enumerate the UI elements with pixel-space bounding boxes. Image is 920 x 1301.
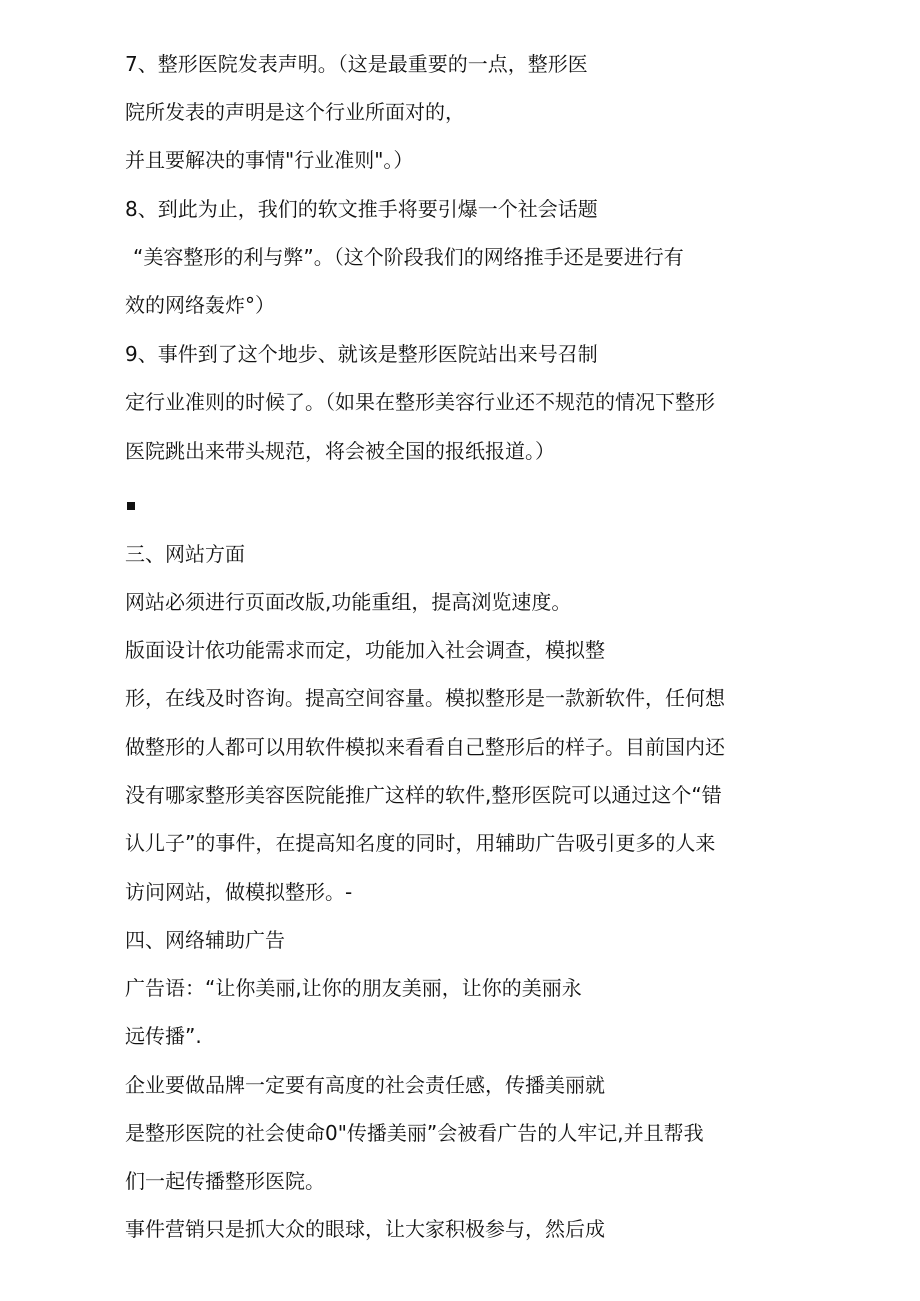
text-line: 院所发表的声明是这个行业所面对的， — [125, 100, 465, 124]
text-line: 8、到此为止，我们的软文推手将要引爆一个社会话题 — [125, 197, 598, 221]
text-line: 广告语：“让你美丽,让你的朋友美丽，让你的美丽永 — [125, 976, 582, 1000]
text-line: 事件营销只是抓大众的眼球，让大家积极参与，然后成 — [125, 1217, 605, 1241]
text-line: 9、事件到了这个地步、就该是整形医院站出来号召制 — [125, 342, 598, 366]
text-line: 访问网站，做模拟整形。- — [125, 880, 353, 904]
text-line: 做整形的人都可以用软件模拟来看看自己整形后的样子。目前国内还 — [125, 735, 725, 759]
text-line: 版面设计依功能需求而定，功能加入社会调查，模拟整 — [125, 638, 605, 662]
text-line: 远传播”. — [125, 1024, 202, 1048]
text-line: 医院跳出来带头规范，将会被全国的报纸报道。） — [125, 439, 555, 463]
text-line: 效的网络轰炸°） — [125, 293, 275, 317]
text-line: “美容整形的利与弊”。（这个阶段我们的网络推手还是要进行有 — [133, 245, 684, 269]
text-line: 并且要解决的事情"行业准则"。） — [125, 148, 414, 172]
section-heading: 三、网站方面 — [125, 542, 245, 566]
text-line: 企业要做品牌一定要有高度的社会责任感，传播美丽就 — [125, 1073, 605, 1097]
text-line: 认儿子”的事件，在提高知名度的同时，用辅助广告吸引更多的人来 — [125, 831, 716, 855]
text-line: 网站必须进行页面改版,功能重组，提高浏览速度。 — [125, 590, 572, 614]
text-line: 形，在线及时咨询。提高空间容量。模拟整形是一款新软件，任何想 — [125, 686, 725, 710]
bullet-square-icon — [127, 502, 135, 510]
text-line: 们一起传播整形医院。 — [125, 1169, 325, 1193]
section-heading: 四、网络辅助广告 — [125, 928, 285, 952]
text-line: 没有哪家整形美容医院能推广这样的软件,整形医院可以通过这个“错 — [125, 783, 722, 807]
text-line: 定行业准则的时候了。（如果在整形美容行业还不规范的情况下整形 — [125, 390, 715, 414]
text-line: 7、整形医院发表声明。（这是最重要的一点，整形医 — [125, 52, 588, 76]
text-line: 是整形医院的社会使命0"传播美丽”会被看广告的人牢记,并且帮我 — [125, 1121, 704, 1145]
